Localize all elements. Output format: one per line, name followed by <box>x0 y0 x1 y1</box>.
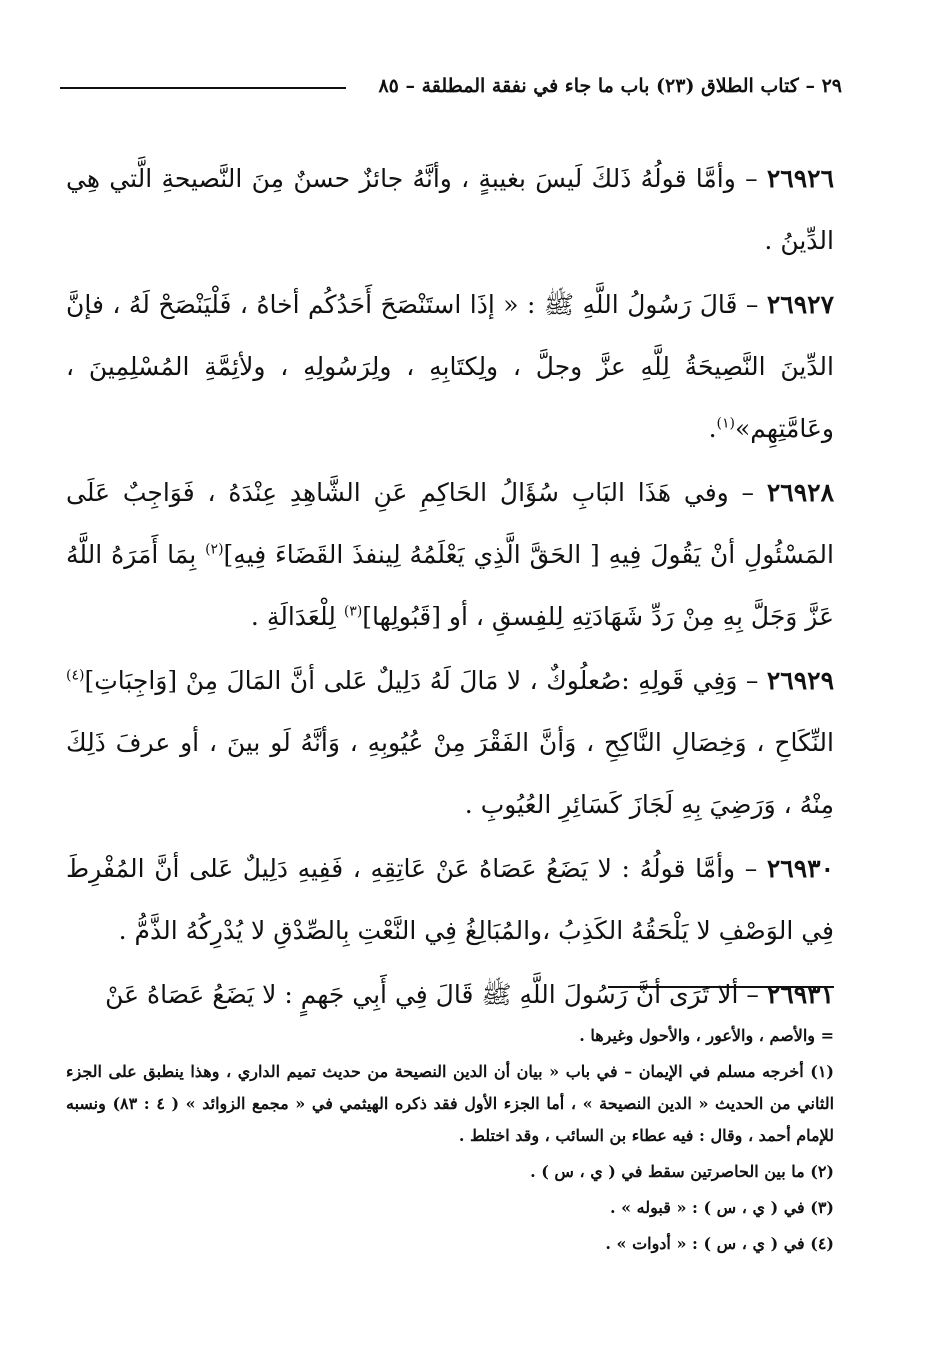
paragraph-text: – وأمَّا قولُهُ ذَلكَ لَيسَ بغيبةٍ ، وأنَّهُ جائزٌ حسنٌ مِنَ النَّصيحةِ الَّتي هِي الدِّينُ . <box>66 164 834 255</box>
footnote-marker: (٢) <box>205 541 224 558</box>
main-text <box>66 148 834 1028</box>
paragraph-text: – ألا تَرَى أنَّ رَسُولَ اللَّهِ ﷺ قَالَ فِي أَبِي جَهمٍ : لا يَضَعُ عَصَاهُ عَنْ <box>105 980 767 1009</box>
paragraph-number: ٢٦٩٢٨ <box>766 478 834 507</box>
paragraph-text: – وَفِي قَولِهِ :صُعلُوكٌ ، لا مَالَ لَهُ دَلِيلٌ عَلى أنَّ المَالَ مِنْ [وَاجِبَاتِ] <box>84 666 767 695</box>
footnote: (٣) في ( ي ، س ) : « قبوله » . <box>609 1198 834 1217</box>
footnote: = والأصم ، والأعور ، والأحول وغيرها . <box>579 1026 834 1045</box>
footnote: (٤) في ( ي ، س ) : « أدوات » . <box>605 1234 834 1253</box>
paragraph-number: ٢٦٩٣١ <box>766 980 834 1009</box>
paragraph-text: – وفي هَذَا البَابِ سُؤَالُ الحَاكِمِ عَنِ الشَّاهِدِ عِنْدَهُ ، فَوَاجِبٌ عَلَى المَسْئُولِ أنْ يَقُولَ فِيهِ [ الحَقَّ الَّذِي يَعْلَمُهُ لِينفذَ القَضَاءَ فِيهِ] <box>66 478 834 569</box>
footnote-separator <box>608 986 834 988</box>
running-header <box>60 66 842 106</box>
paragraph <box>66 650 834 836</box>
footnote-marker: (٤) <box>66 667 85 684</box>
footnote-marker: (٣) <box>343 603 363 620</box>
paragraph-text: – وأمَّا قولُهُ : لا يَضَعُ عَصَاهُ عَنْ عَاتِقِهِ ، فَفِيهِ دَلِيلٌ عَلى أنَّ المُفْرِطَ فِي الوَصْفِ لا يَلْحَقُهُ الكَذِبُ ،والمُبَالِغُ فِي النَّعْتِ بِالصِّدْقِ لا يُدْرِكُهُ الذَّمُّ . <box>66 854 834 945</box>
paragraph-tail: النِّكَاحِ ، وَخِصَالِ النَّاكِحِ ، وَأنَّ الفَقْرَ مِنْ عُيُوبِهِ ، وَأنَّهُ لَو بينَ ، أو عرفَ ذَلِكَ مِنْهُ ، وَرَضِيَ بِهِ لَجَازَ كَسَائِرِ العُيُوبِ . <box>66 728 834 819</box>
header-rule <box>60 87 346 89</box>
paragraph-text: – قَالَ رَسُولُ اللَّهِ ﷺ : « إذَا استَنْصَحَ أَحَدُكُم أخاهُ ، فَلْيَنْصَحْ لَهُ ، فإنَّ الدِّينَ النَّصِيحَةُ لِلَّهِ عزَّ وجلَّ ، ولِكتَابِهِ ، ولِرَسُولِهِ ، ولأئِمَّةِ المُسْلِمِينَ ، وعَامَّتِهِم» <box>66 290 834 443</box>
paragraph-number: ٢٦٩٣٠ <box>766 854 834 883</box>
paragraph-tail: لِلْعَدَالَةِ . <box>250 602 344 631</box>
footnote: (١) أخرجه مسلم في الإيمان – في باب « بيان أن الدين النصيحة من حديث تميم الداري ، وهذا ينطبق على الجزء الثاني من الحديث « الدين النصيحة » ، أما الجزء الأول فقد ذكره الهيثمي في « مجمع الزوائد » ( ٤ : ٨٣) ونسبه للإمام أحمد ، وقال : فيه عطاء بن السائب ، وقد اختلط . <box>66 1062 835 1145</box>
paragraph-tail: بِمَا أَمَرَهُ اللَّهُ عَزَّ وَجَلَّ بِهِ مِنْ رَدِّ شَهَادَتِهِ لِلفِسقِ ، أو [قَبُولِها] <box>66 540 834 631</box>
paragraph-number: ٢٦٩٢٧ <box>766 290 834 319</box>
footnotes <box>66 1020 834 1264</box>
paragraph <box>66 148 834 272</box>
footnote: (٢) ما بين الحاصرتين سقط في ( ي ، س ) . <box>530 1162 834 1181</box>
paragraph <box>66 462 834 648</box>
footnote-marker: (١) <box>716 415 735 432</box>
paragraph-number: ٢٦٩٢٩ <box>766 666 834 695</box>
paragraph-tail: . <box>708 414 717 443</box>
header-title: ٢٩ – كتاب الطلاق (٢٣) باب ما جاء في نفقة المطلقة – ٨٥ <box>378 75 842 97</box>
paragraph <box>66 838 834 962</box>
paragraph <box>66 964 834 1026</box>
paragraph <box>66 274 834 460</box>
paragraph-number: ٢٦٩٢٦ <box>766 164 834 193</box>
